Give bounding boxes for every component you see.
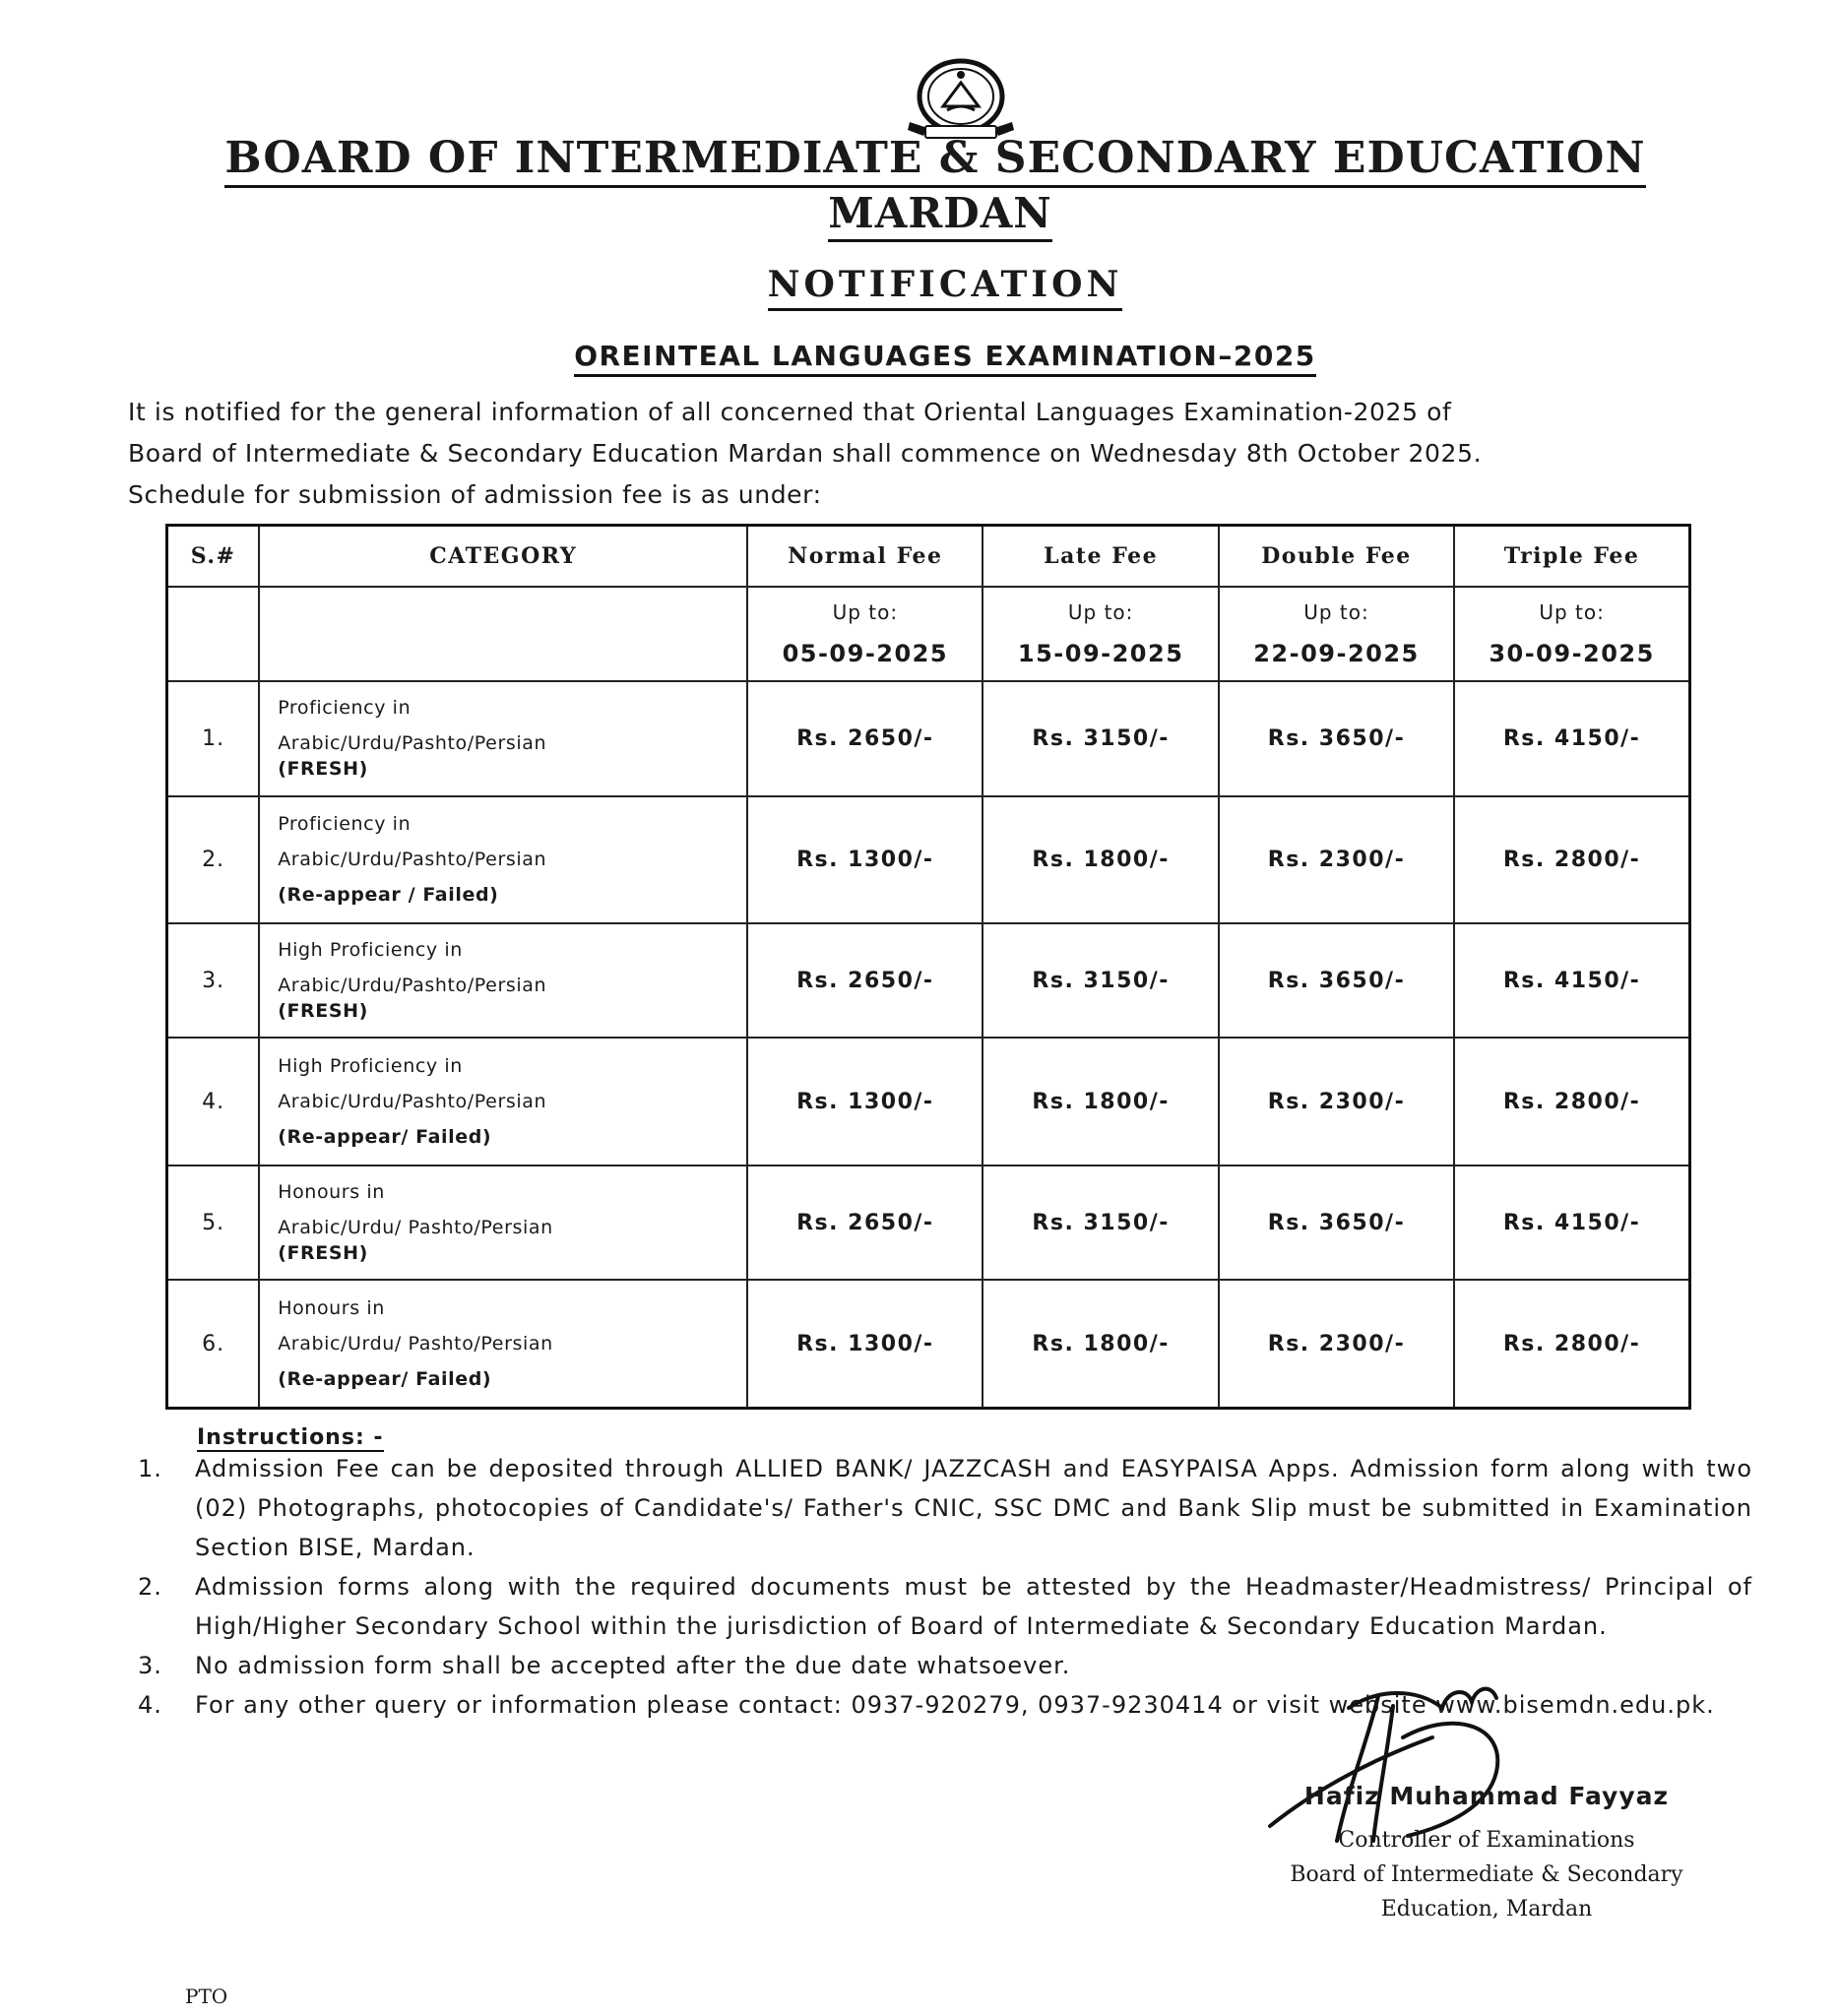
up-to-label: Up to: <box>832 600 899 624</box>
board-logo <box>904 57 1018 142</box>
normal-fee-date: 05-09-2025 <box>782 640 949 667</box>
signatory-details <box>1250 1823 1723 1926</box>
intro-line-1: It is notified for the general information of all concerned that Oriental Languages Examination-2025 of <box>128 398 1452 426</box>
date-cell-empty <box>167 587 260 681</box>
table-row <box>167 796 1690 923</box>
row-category: Proficiency in Arabic/Urdu/Pashto/Persian (Re-appear / Failed) <box>259 796 747 923</box>
normal-fee-amount: Rs. 1300/- <box>747 1280 983 1408</box>
late-fee-date: 15-09-2025 <box>1017 640 1184 667</box>
late-fee-date-cell <box>983 587 1218 681</box>
double-fee-amount: Rs. 2300/- <box>1219 796 1454 923</box>
triple-fee-amount: Rs. 4150/- <box>1454 923 1689 1039</box>
row-category: Proficiency in Arabic/Urdu/Pashto/Persian (FRESH) <box>259 681 747 796</box>
signatory-designation: Controller of Examinations <box>1338 1828 1635 1853</box>
triple-fee-amount: Rs. 2800/- <box>1454 1038 1689 1165</box>
row-category: High Proficiency in Arabic/Urdu/Pashto/Persian (FRESH) <box>259 923 747 1039</box>
date-cell-empty <box>259 587 747 681</box>
triple-fee-date: 30-09-2025 <box>1489 640 1655 667</box>
notification-heading: NOTIFICATION <box>138 264 1752 305</box>
header-double-fee: Double Fee <box>1219 526 1454 588</box>
double-fee-amount: Rs. 2300/- <box>1219 1280 1454 1408</box>
row-serial: 1. <box>167 681 260 796</box>
double-fee-amount: Rs. 3650/- <box>1219 923 1454 1039</box>
double-fee-date: 22-09-2025 <box>1253 640 1420 667</box>
row-serial: 3. <box>167 923 260 1039</box>
signatory-org-line-1: Board of Intermediate & Secondary <box>1290 1862 1683 1887</box>
row-serial: 4. <box>167 1038 260 1165</box>
row-category: Honours in Arabic/Urdu/ Pashto/Persian (FRESH) <box>259 1166 747 1281</box>
board-city-heading: MARDAN <box>138 189 1743 237</box>
intro-line-2: Board of Intermediate & Secondary Education Mardan shall commence on Wednesday 8th October 2025. <box>128 439 1483 468</box>
header-category: CATEGORY <box>259 526 747 588</box>
double-fee-amount: Rs. 3650/- <box>1219 1166 1454 1281</box>
intro-line-3: Schedule for submission of admission fee is as under: <box>128 480 822 509</box>
row-category: Honours in Arabic/Urdu/ Pashto/Persian (Re-appear/ Failed) <box>259 1280 747 1408</box>
double-fee-date-cell <box>1219 587 1454 681</box>
late-fee-amount: Rs. 3150/- <box>983 681 1218 796</box>
triple-fee-amount: Rs. 4150/- <box>1454 1166 1689 1281</box>
header-triple-fee: Triple Fee <box>1454 526 1689 588</box>
table-row <box>167 681 1690 796</box>
instructions-heading: Instructions: - <box>197 1425 384 1450</box>
normal-fee-date-cell <box>747 587 983 681</box>
row-category: High Proficiency in Arabic/Urdu/Pashto/Persian (Re-appear/ Failed) <box>259 1038 747 1165</box>
signatory-org-line-2: Education, Mardan <box>1380 1897 1593 1922</box>
table-header-row <box>167 526 1690 588</box>
triple-fee-date-cell <box>1454 587 1689 681</box>
header-late-fee: Late Fee <box>983 526 1218 588</box>
late-fee-amount: Rs. 1800/- <box>983 1280 1218 1408</box>
triple-fee-amount: Rs. 2800/- <box>1454 796 1689 923</box>
late-fee-amount: Rs. 1800/- <box>983 796 1218 923</box>
late-fee-amount: Rs. 3150/- <box>983 1166 1218 1281</box>
normal-fee-amount: Rs. 2650/- <box>747 923 983 1039</box>
triple-fee-amount: Rs. 4150/- <box>1454 681 1689 796</box>
table-row <box>167 923 1690 1039</box>
signatory-name: Hafiz Muhammad Fayyaz <box>1303 1782 1670 1810</box>
instruction-item: 3. No admission form shall be accepted after the due date whatsoever. <box>138 1652 1071 1679</box>
board-name-heading: BOARD OF INTERMEDIATE & SECONDARY EDUCATION <box>138 133 1733 183</box>
exam-title: OREINTEAL LANGUAGES EXAMINATION–2025 <box>138 340 1752 372</box>
late-fee-amount: Rs. 1800/- <box>983 1038 1218 1165</box>
up-to-label: Up to: <box>1539 600 1605 624</box>
up-to-label: Up to: <box>1067 600 1134 624</box>
instruction-item: 4. For any other query or information please contact: 0937-920279, 0937-9230414 or visit website www.bisemdn.edu.pk. <box>138 1691 1715 1719</box>
normal-fee-amount: Rs. 2650/- <box>747 1166 983 1281</box>
header-normal-fee: Normal Fee <box>747 526 983 588</box>
normal-fee-amount: Rs. 1300/- <box>747 796 983 923</box>
row-serial: 5. <box>167 1166 260 1281</box>
table-row <box>167 1280 1690 1408</box>
normal-fee-amount: Rs. 2650/- <box>747 681 983 796</box>
triple-fee-amount: Rs. 2800/- <box>1454 1280 1689 1408</box>
double-fee-amount: Rs. 2300/- <box>1219 1038 1454 1165</box>
row-serial: 2. <box>167 796 260 923</box>
instruction-item: 2. Admission forms along with the required documents must be attested by the Headmaster/Headmistress/ Principal of High/Higher Secondary School within the jurisdiction of Board of Intermediate & Secondary Education Mardan. <box>138 1573 1752 1640</box>
instruction-item: 1. Admission Fee can be deposited through ALLIED BANK/ JAZZCASH and EASYPAISA Apps. Admission form along with two (02) Photographs, photocopies of Candidate's/ Father's CNIC, SSC DMC and Bank Slip must be submitted in Examination Section BISE, Mardan. <box>138 1455 1752 1561</box>
up-to-label: Up to: <box>1303 600 1369 624</box>
row-serial: 6. <box>167 1280 260 1408</box>
table-row <box>167 1166 1690 1281</box>
late-fee-amount: Rs. 3150/- <box>983 923 1218 1039</box>
header-sn: S.# <box>167 526 260 588</box>
double-fee-amount: Rs. 3650/- <box>1219 681 1454 796</box>
fee-schedule-table <box>165 524 1691 1410</box>
normal-fee-amount: Rs. 1300/- <box>747 1038 983 1165</box>
pto-note: PTO <box>185 1984 228 2008</box>
due-date-row <box>167 587 1690 681</box>
table-row <box>167 1038 1690 1165</box>
intro-paragraph <box>128 392 1743 516</box>
